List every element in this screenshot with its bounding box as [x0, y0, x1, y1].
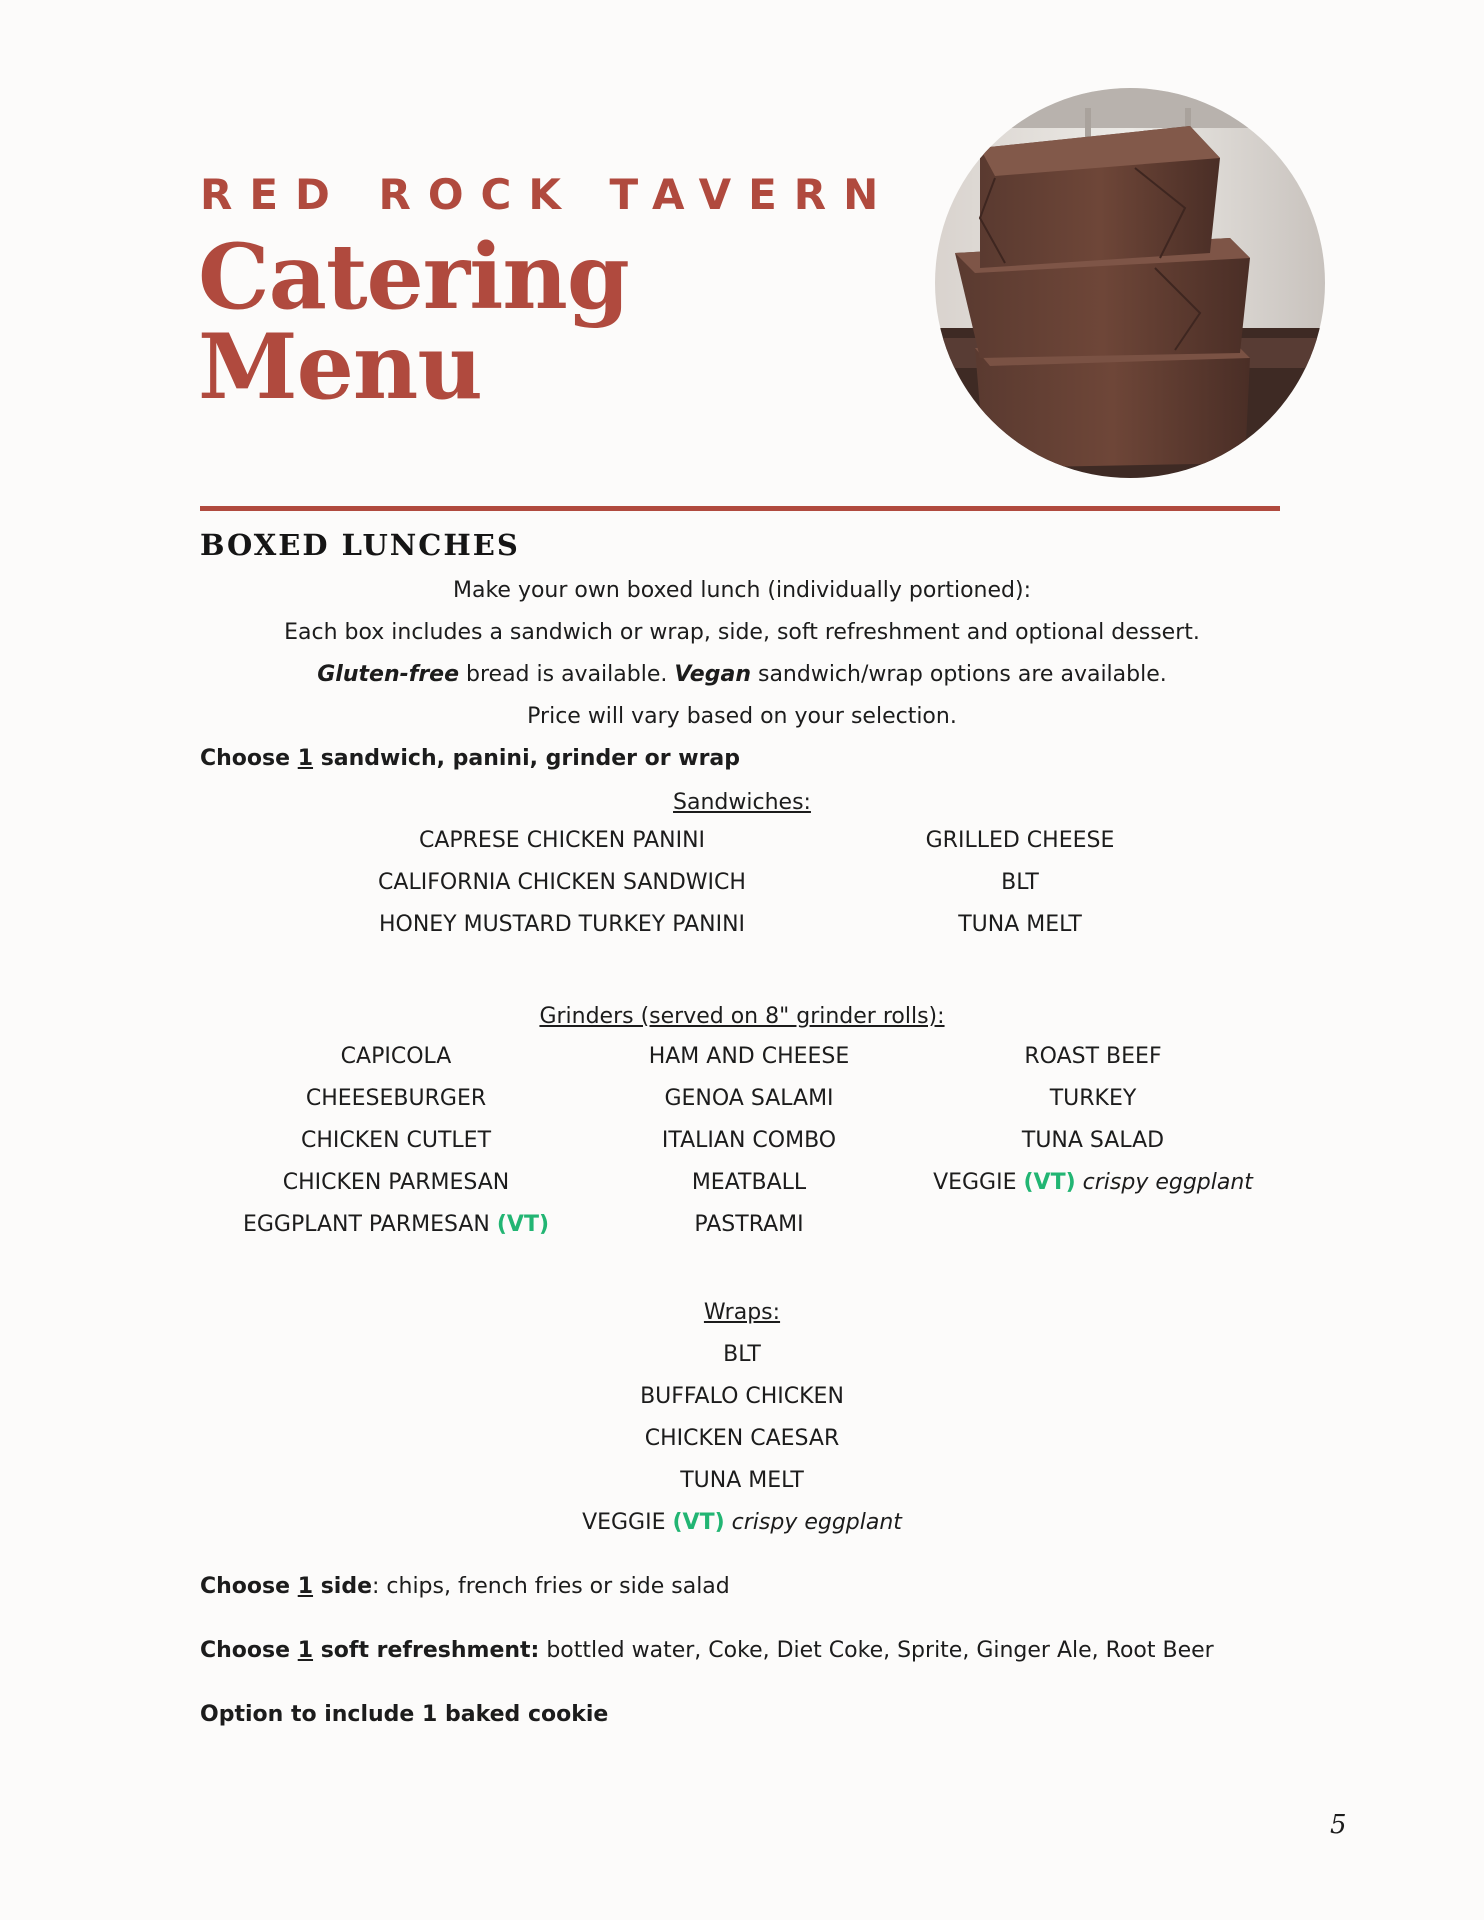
choose-refreshment-line [200, 1638, 1214, 1663]
sandwich-item: GRILLED CHEESE [925, 828, 1115, 853]
sandwich-item: CAPRESE CHICKEN PANINI [418, 828, 706, 853]
grinder-item: MEATBALL [691, 1170, 807, 1195]
title-line-1: Catering [198, 224, 629, 330]
boxed-lunch-photo [935, 88, 1325, 478]
grinder-item: TUNA SALAD [1021, 1128, 1165, 1153]
wrap-item-note: crispy eggplant [724, 1510, 902, 1535]
wrap-item: TUNA MELT [680, 1468, 804, 1493]
sandwich-item: BLT [1001, 870, 1039, 895]
grinder-item-name: VEGGIE [933, 1170, 1024, 1195]
sandwich-item: TUNA MELT [958, 912, 1082, 937]
gluten-free-text: bread is available. [459, 662, 675, 687]
choose-options: bottled water, Coke, Diet Coke, Sprite, Ginger Ale, Root Beer [539, 1638, 1214, 1663]
sandwich-item: HONEY MUSTARD TURKEY PANINI [378, 912, 746, 937]
page-title [198, 224, 629, 420]
grinder-item [883, 1170, 1303, 1195]
vegan-label: Vegan [674, 662, 751, 687]
choose-prefix: Choose [200, 1574, 298, 1599]
choose-side-line [200, 1574, 730, 1599]
grinder-item: ITALIAN COMBO [661, 1128, 837, 1153]
wrap-item [0, 1510, 1484, 1535]
vegan-text: sandwich/wrap options are available. [750, 662, 1167, 687]
sandwiches-heading: Sandwiches: [673, 790, 811, 815]
grinder-item: HAM AND CHEESE [648, 1044, 850, 1069]
wrap-item: BUFFALO CHICKEN [640, 1384, 844, 1409]
brand-name: RED ROCK TAVERN [200, 170, 896, 219]
grinder-item: CAPICOLA [340, 1044, 452, 1069]
choose-label: side [313, 1574, 372, 1599]
page-number: 5 [1330, 1810, 1347, 1840]
choose-rest: sandwich, panini, grinder or wrap [313, 746, 741, 771]
choose-number: 1 [297, 746, 314, 771]
vegetarian-tag: (VT) [1023, 1170, 1076, 1195]
grinder-item-note: crispy eggplant [1075, 1170, 1253, 1195]
choose-sandwich-instruction [200, 746, 740, 771]
stacked-boxes-image [935, 88, 1325, 478]
wrap-item: BLT [723, 1342, 761, 1367]
choose-options: : chips, french fries or side salad [372, 1574, 730, 1599]
grinder-item: PASTRAMI [694, 1212, 804, 1237]
grinder-item: CHICKEN CUTLET [300, 1128, 492, 1153]
vegetarian-tag: (VT) [496, 1212, 550, 1237]
grinder-item: GENOA SALAMI [664, 1086, 834, 1111]
sandwich-item: CALIFORNIA CHICKEN SANDWICH [378, 870, 746, 895]
intro-line-2: Each box includes a sandwich or wrap, side, soft refreshment and optional dessert. [284, 620, 1200, 645]
choose-prefix: Choose [200, 1638, 298, 1663]
wrap-item-name: VEGGIE [582, 1510, 673, 1535]
grinder-item: TURKEY [1049, 1086, 1137, 1111]
wrap-item: CHICKEN CAESAR [644, 1426, 840, 1451]
grinder-item: ROAST BEEF [1024, 1044, 1162, 1069]
choose-prefix: Choose [200, 746, 298, 771]
choose-number: 1 [297, 1574, 314, 1599]
grinder-item: CHEESEBURGER [305, 1086, 487, 1111]
grinder-item-name: EGGPLANT PARMESAN [242, 1212, 497, 1237]
grinders-heading: Grinders (served on 8" grinder rolls): [539, 1004, 945, 1029]
choose-number: 1 [297, 1638, 314, 1663]
gluten-free-label: Gluten-free [317, 662, 460, 687]
grinder-item: CHICKEN PARMESAN [282, 1170, 510, 1195]
choose-label: soft refreshment: [313, 1638, 540, 1663]
title-line-2: Menu [198, 314, 482, 420]
wraps-heading: Wraps: [703, 1300, 781, 1325]
header-divider [200, 506, 1280, 511]
intro-line-3: Price will vary based on your selection. [527, 704, 957, 729]
dietary-line [0, 662, 1484, 687]
intro-line-1: Make your own boxed lunch (individually portioned): [453, 578, 1031, 603]
section-title: BOXED LUNCHES [200, 528, 520, 562]
vegetarian-tag: (VT) [672, 1510, 725, 1535]
cookie-option: Option to include 1 baked cookie [200, 1702, 609, 1727]
